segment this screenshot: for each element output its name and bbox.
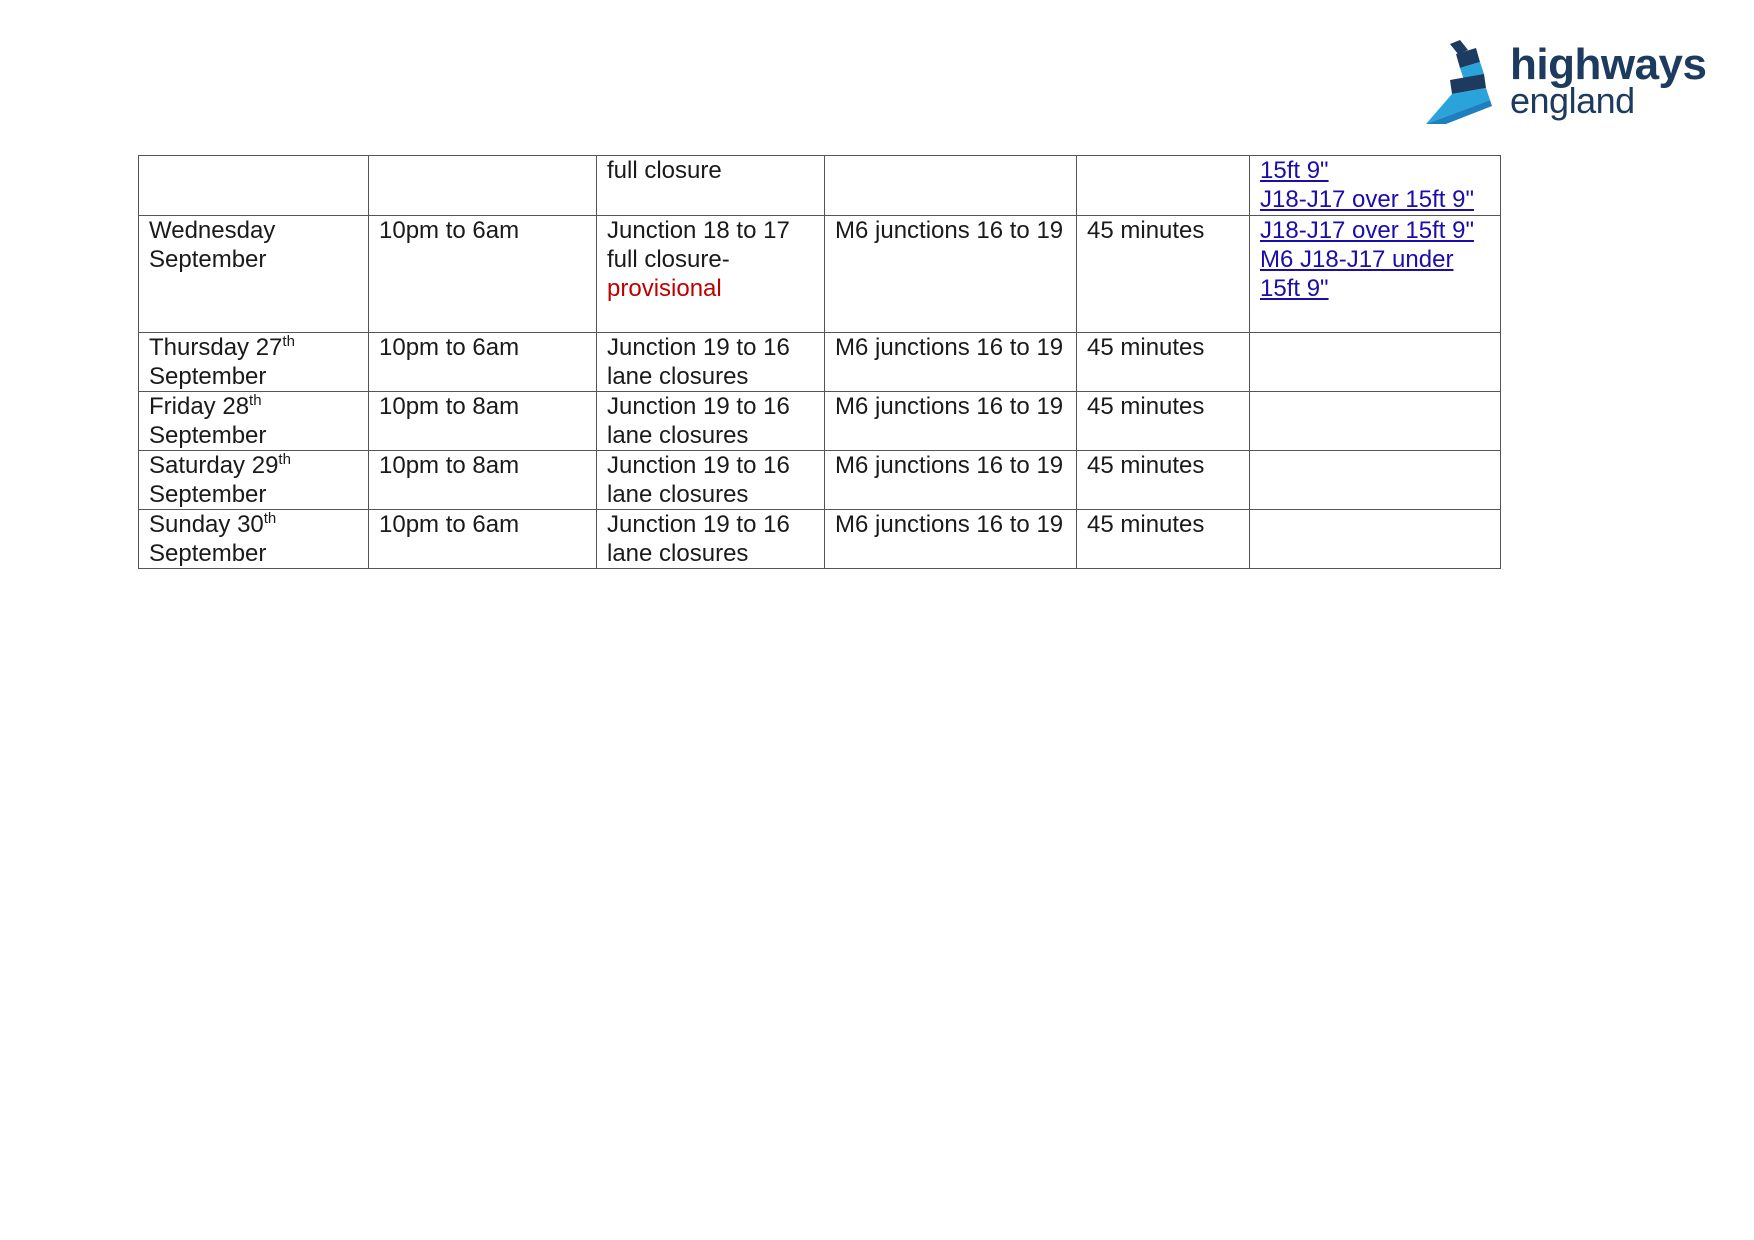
closure-cell [597, 216, 825, 333]
diversion-text: M6 junctions 16 to 19 [835, 393, 1064, 420]
closure-line2: lane closures [607, 540, 749, 567]
table-row [139, 392, 1501, 451]
roadworks-schedule-table [138, 155, 1501, 569]
closure-line1: full closure [607, 157, 722, 184]
closure-cell [597, 333, 825, 392]
table-row [139, 451, 1501, 510]
delay-cell [1077, 510, 1250, 569]
closure-line1: Junction 19 to 16 [607, 393, 790, 420]
date-cell [139, 510, 369, 569]
closure-line1: Junction 19 to 16 [607, 511, 790, 538]
diversion-link[interactable]: M6 J18-J17 under [1260, 246, 1454, 273]
time-text: 10pm to 8am [379, 393, 520, 420]
date-month: September [149, 481, 267, 508]
links-cell [1250, 216, 1501, 333]
closure-line2: lane closures [607, 481, 749, 508]
time-text: 10pm to 6am [379, 217, 520, 244]
delay-cell [1077, 156, 1250, 216]
links-cell [1250, 156, 1501, 216]
diversion-cell [825, 451, 1077, 510]
time-cell [369, 451, 597, 510]
time-text: 10pm to 6am [379, 334, 520, 361]
highways-england-logo [1420, 38, 1710, 130]
diversion-link[interactable]: 15ft 9" [1260, 275, 1329, 302]
date-month: September [149, 363, 267, 390]
closure-line2: lane closures [607, 363, 749, 390]
table-row [139, 216, 1501, 333]
closure-line2: lane closures [607, 422, 749, 449]
date-month: September [149, 422, 267, 449]
diversion-link[interactable]: J18-J17 over 15ft 9" [1260, 217, 1474, 244]
date-text: Friday 28th [149, 392, 262, 420]
diversion-cell [825, 156, 1077, 216]
highways-england-logo-icon [1420, 40, 1506, 126]
date-ordinal: th [282, 333, 295, 350]
links-cell [1250, 451, 1501, 510]
date-month: September [149, 246, 267, 273]
provisional-note: provisional [607, 275, 722, 302]
date-ordinal: th [249, 392, 262, 409]
delay-text: 45 minutes [1087, 452, 1205, 479]
links-cell [1250, 333, 1501, 392]
diversion-link[interactable]: J18-J17 over 15ft 9" [1260, 186, 1474, 213]
date-ordinal: th [278, 451, 291, 468]
date-text: Sunday 30th [149, 510, 277, 538]
closure-cell [597, 392, 825, 451]
links-cell [1250, 392, 1501, 451]
delay-cell [1077, 333, 1250, 392]
closure-line1: Junction 19 to 16 [607, 334, 790, 361]
diversion-cell [825, 510, 1077, 569]
date-text: Saturday 29th [149, 451, 291, 479]
diversion-text: M6 junctions 16 to 19 [835, 511, 1064, 538]
closure-cell [597, 510, 825, 569]
diversion-cell [825, 216, 1077, 333]
date-cell [139, 156, 369, 216]
diversion-text: M6 junctions 16 to 19 [835, 217, 1064, 244]
time-cell [369, 510, 597, 569]
date-cell [139, 216, 369, 333]
date-cell [139, 392, 369, 451]
diversion-cell [825, 392, 1077, 451]
links-cell [1250, 510, 1501, 569]
closure-line2: full closure- [607, 246, 730, 273]
delay-text: 45 minutes [1087, 393, 1205, 420]
date-cell [139, 333, 369, 392]
date-text: Thursday 27th [149, 333, 295, 361]
closure-cell [597, 451, 825, 510]
diversion-link[interactable]: 15ft 9" [1260, 157, 1329, 184]
time-cell [369, 333, 597, 392]
delay-text: 45 minutes [1087, 334, 1205, 361]
diversion-text: M6 junctions 16 to 19 [835, 452, 1064, 479]
table-row [139, 510, 1501, 569]
delay-cell [1077, 451, 1250, 510]
date-text: Wednesday [149, 217, 276, 244]
date-month: September [149, 540, 267, 567]
table-row [139, 156, 1501, 216]
time-cell [369, 392, 597, 451]
closure-line1: Junction 18 to 17 [607, 217, 790, 244]
time-cell [369, 216, 597, 333]
delay-text: 45 minutes [1087, 511, 1205, 538]
logo-wordmark-line1: highways [1510, 40, 1707, 89]
time-text: 10pm to 8am [379, 452, 520, 479]
logo-wordmark-line2: england [1510, 80, 1635, 121]
diversion-cell [825, 333, 1077, 392]
closure-line1: Junction 19 to 16 [607, 452, 790, 479]
table-row [139, 333, 1501, 392]
diversion-text: M6 junctions 16 to 19 [835, 334, 1064, 361]
delay-cell [1077, 216, 1250, 333]
date-cell [139, 451, 369, 510]
closure-cell [597, 156, 825, 216]
time-cell [369, 156, 597, 216]
date-ordinal: th [263, 510, 277, 527]
delay-text: 45 minutes [1087, 217, 1205, 244]
delay-cell [1077, 392, 1250, 451]
time-text: 10pm to 6am [379, 511, 520, 538]
